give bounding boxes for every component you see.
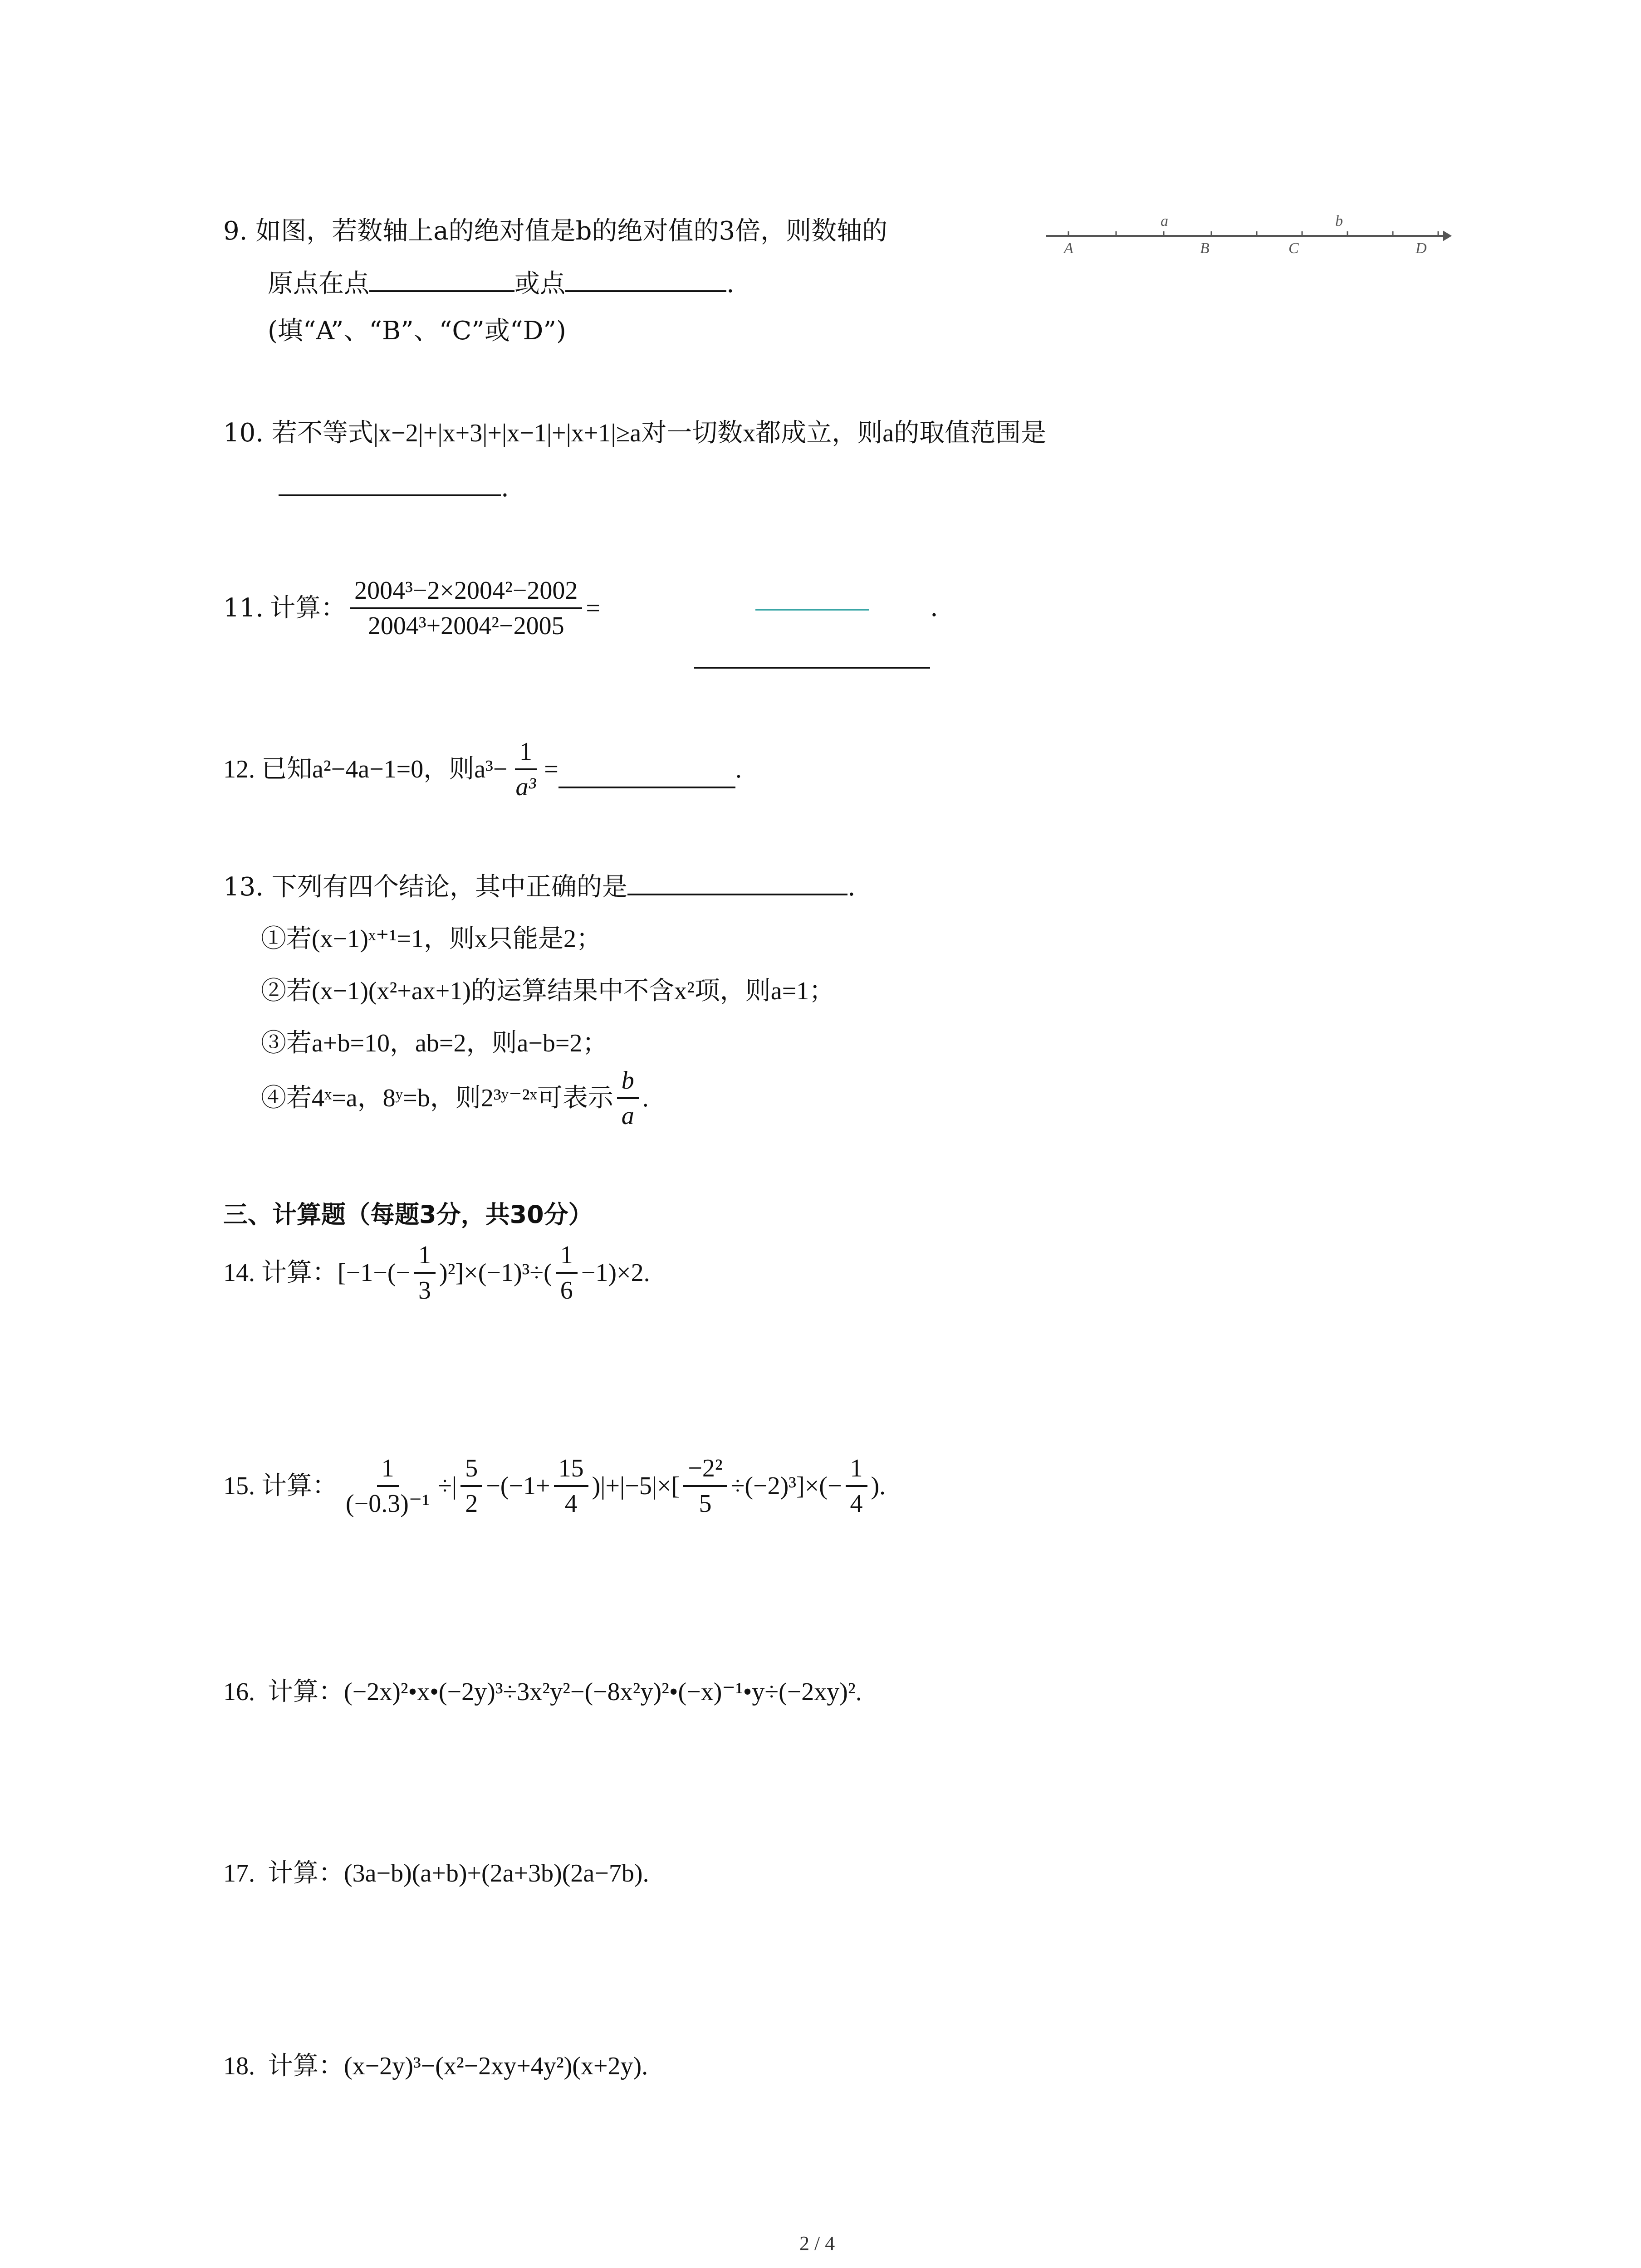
q9-line2 (268, 263, 735, 302)
q9-line2-mid: 或点 (514, 269, 565, 298)
q14-f1-den: 3 (418, 1276, 431, 1305)
q12-end: . (735, 755, 742, 783)
q12-fraction (511, 735, 540, 804)
q13-number: 13. (223, 872, 264, 902)
q9-line3: (填“A”、“B”、“C”或“D”) (268, 316, 566, 346)
q12-frac-den: a³ (515, 773, 536, 801)
q11-number: 11. (223, 593, 264, 623)
q17-label: 计算： (268, 1859, 344, 1887)
q12-number: 12. (223, 755, 255, 783)
q15-f4-num: −2² (683, 1452, 727, 1487)
q11-fraction (350, 574, 582, 643)
page-number: 2 / 4 (799, 2232, 835, 2254)
q15-part3: )|+|−5|×[ (592, 1472, 680, 1500)
q11-answer-blank[interactable] (694, 667, 930, 669)
q16-line (223, 1674, 862, 1710)
q13-item-4 (261, 1064, 649, 1133)
q15-fraction-1 (341, 1452, 434, 1520)
q9-line2-prefix: 原点在点 (268, 269, 369, 298)
q12-line (223, 735, 742, 804)
q10-line2 (279, 467, 509, 506)
q13-answer-blank[interactable] (627, 866, 847, 895)
axis-label-B: B (1200, 240, 1210, 257)
q11-denominator: 2004³+2004²−2005 (367, 612, 564, 640)
q18-label: 计算： (268, 2052, 344, 2080)
q13-item-3: ③若a+b=10，ab=2，则a−b=2； (261, 1029, 608, 1057)
q15-label: 计算： (261, 1472, 338, 1500)
q14-f2-num: 1 (556, 1238, 578, 1274)
q11-end: . (930, 593, 938, 622)
q9-number: 9. (223, 216, 248, 246)
q13-item4-end: . (642, 1084, 649, 1112)
q12-frac-num: 1 (515, 735, 537, 770)
q16-label: 计算： (268, 1678, 344, 1706)
q12-equals: = (544, 755, 558, 783)
q13-item4-prefix: ④若4ˣ=a，8ʸ=b，则2³ʸ⁻²ˣ可表示 (261, 1084, 613, 1112)
axis-label-D: D (1416, 240, 1427, 257)
q11-answer-line-upper (755, 609, 869, 611)
q14-f2-den: 6 (560, 1276, 573, 1305)
q14-label: 计算： (261, 1259, 338, 1287)
q10-answer-blank[interactable] (279, 467, 501, 496)
q13-item-2: ②若(x−1)(x²+ax+1)的运算结果中不含x²项，则a=1； (261, 977, 835, 1005)
q17-number: 17. (223, 1859, 255, 1887)
q15-part1: ÷| (438, 1472, 457, 1500)
q15-f3-den: 4 (564, 1490, 578, 1518)
q18-line (223, 2048, 648, 2084)
q10-number: 10. (223, 418, 264, 448)
q9-answer-blank-1[interactable] (369, 263, 514, 292)
q15-part5: ). (871, 1472, 886, 1500)
q11-label: 计算： (270, 593, 347, 623)
q10-line1 (223, 415, 1046, 451)
q15-part4: ÷(−2)³]×(− (730, 1472, 842, 1500)
q15-f2-den: 2 (465, 1490, 478, 1518)
q13-item4-den: a (621, 1102, 634, 1130)
q17-expr: (3a−b)(a+b)+(2a+3b)(2a−7b). (344, 1859, 649, 1887)
number-line-figure (1043, 200, 1452, 272)
q13-end: . (847, 872, 856, 902)
q12-prefix: 已知a²−4a−1=0，则a³− (261, 755, 508, 783)
q14-fraction-1 (414, 1238, 436, 1307)
q15-f1-den: (−0.3)⁻¹ (346, 1490, 430, 1518)
q14-fraction-2 (556, 1238, 578, 1307)
axis-label-C: C (1288, 240, 1299, 257)
number-line-arrow-icon (1443, 230, 1452, 241)
q14-part3: −1)×2. (581, 1259, 650, 1287)
q15-f5-num: 1 (846, 1452, 867, 1487)
axis-label-a: a (1161, 213, 1168, 230)
q10-end: . (501, 473, 509, 503)
q15-f3-num: 15 (554, 1452, 588, 1487)
q13-item4-num: b (617, 1064, 639, 1099)
q11-numerator: 2004³−2×2004²−2002 (350, 574, 582, 609)
q9-answer-blank-2[interactable] (565, 263, 726, 292)
q15-fraction-3 (554, 1452, 588, 1520)
q15-fraction-4 (683, 1452, 727, 1520)
axis-label-A: A (1064, 240, 1073, 257)
section-3-title: 三、计算题（每题3分，共30分） (223, 1200, 593, 1229)
q15-f5-den: 4 (850, 1490, 863, 1518)
q14-f1-num: 1 (414, 1238, 436, 1274)
q14-part2: )²]×(−1)³÷( (439, 1259, 552, 1287)
q18-expr: (x−2y)³−(x²−2xy+4y²)(x+2y). (344, 2052, 648, 2080)
q13-text: 下列有四个结论，其中正确的是 (271, 872, 627, 902)
q15-part2: −(−1+ (486, 1472, 550, 1500)
q9-line1 (223, 213, 887, 249)
q17-line (223, 1855, 649, 1892)
q14-number: 14. (223, 1259, 255, 1287)
q11-line (223, 574, 600, 643)
q18-number: 18. (223, 2052, 255, 2080)
q15-line (223, 1452, 886, 1520)
q13-item-1: ①若(x−1)ˣ⁺¹=1，则x只能是2； (261, 925, 602, 953)
q13-line (223, 866, 856, 905)
q15-f1-num: 1 (377, 1452, 399, 1487)
q14-line (223, 1238, 650, 1307)
q9-text: 如图，若数轴上a的绝对值是b的绝对值的3倍，则数轴的 (255, 216, 888, 246)
q15-number: 15. (223, 1472, 255, 1500)
q9-line2-end: . (726, 269, 735, 298)
q16-number: 16. (223, 1678, 255, 1706)
axis-label-b: b (1335, 213, 1343, 230)
q15-f4-den: 5 (699, 1490, 712, 1518)
q13-item4-fraction (617, 1064, 639, 1133)
q11-equals: = (586, 594, 600, 622)
q15-fraction-5 (846, 1452, 867, 1520)
q16-expr: (−2x)²•x•(−2y)³÷3x²y²−(−8x²y)²•(−x)⁻¹•y÷(−2xy)². (344, 1678, 862, 1706)
q15-f2-num: 5 (460, 1452, 482, 1487)
q10-text: 若不等式|x−2|+|x+3|+|x−1|+|x+1|≥a对一切数x都成立，则a的取值范围是 (271, 419, 1047, 447)
q14-part1: [−1−(− (338, 1259, 411, 1287)
q12-answer-blank[interactable] (558, 759, 735, 788)
q15-fraction-2 (460, 1452, 482, 1520)
